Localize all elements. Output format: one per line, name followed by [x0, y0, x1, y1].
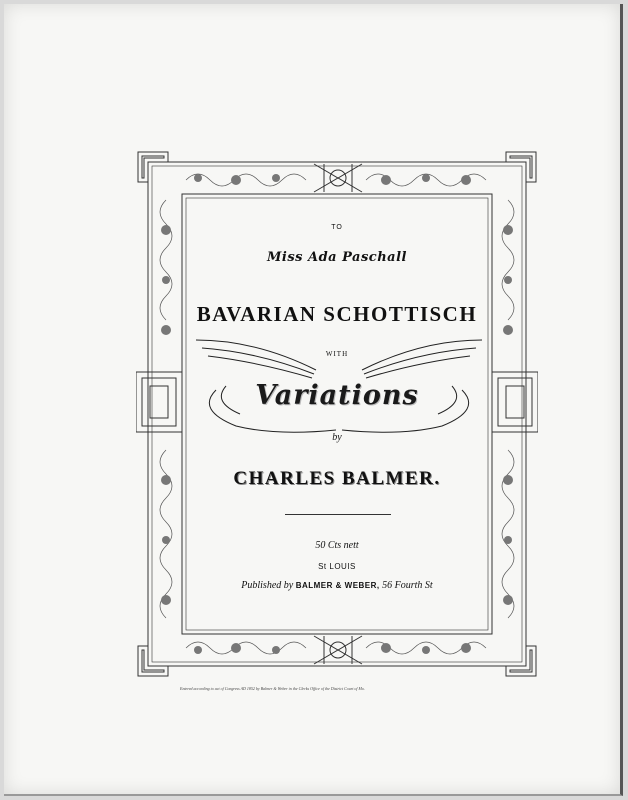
piece-subtitle: Variations	[255, 380, 419, 411]
copyright-notice: Entered according to act of Congress AD 1852 by Balmer & Weber in the Clerks Office of the District Court of Mo.	[180, 686, 365, 691]
dedication-name: Miss Ada Paschall	[267, 250, 407, 265]
title-connector: WITH	[325, 350, 349, 358]
divider-rule	[285, 514, 391, 515]
piece-title: BAVARIAN SCHOTTISCH	[196, 302, 478, 326]
dedication-prefix: TO	[331, 224, 343, 231]
publisher-city: St LOUIS	[318, 562, 356, 571]
price: 50 Cts nett	[315, 540, 359, 551]
composer-name: CHARLES BALMER.	[233, 468, 441, 489]
publisher-name: BALMER & WEBER,	[295, 581, 380, 590]
publisher-prefix: Published by	[241, 580, 294, 591]
by-line: by	[332, 432, 342, 443]
publisher-address: 56 Fourth St	[382, 580, 433, 591]
publisher-line	[180, 580, 494, 591]
